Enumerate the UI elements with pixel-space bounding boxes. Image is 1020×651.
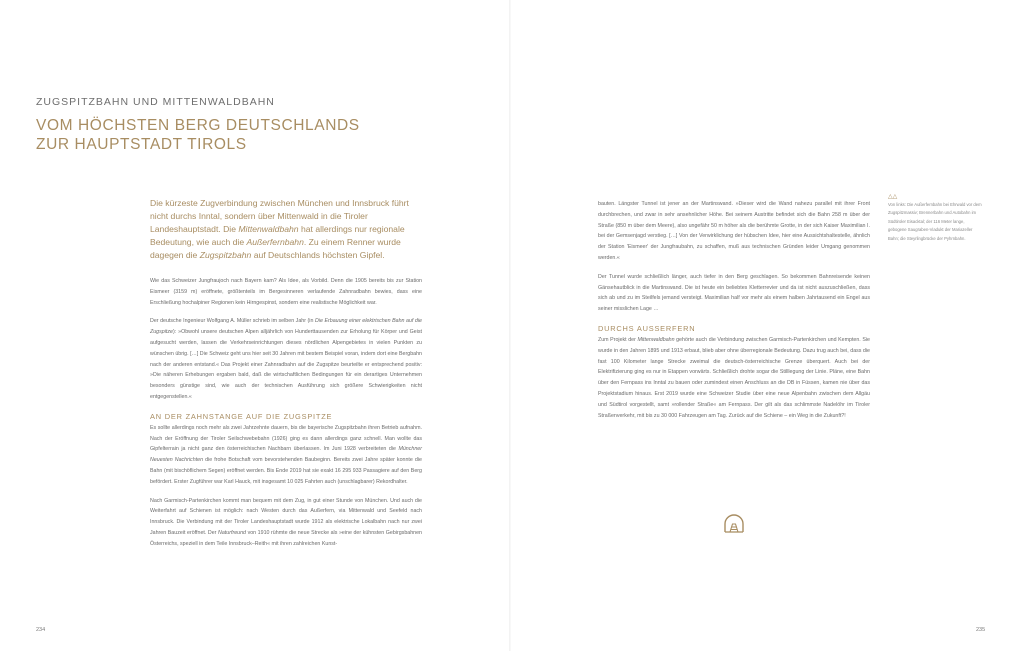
right-text-column bbox=[598, 199, 870, 429]
left-text-column bbox=[150, 276, 422, 558]
section-kicker: ZUGSPITZBAHN UND MITTENWALDBAHN bbox=[36, 96, 275, 108]
subheading: AN DER ZAHNSTANGE AUF DIE ZUGSPITZE bbox=[150, 411, 333, 421]
tunnel-railway-icon bbox=[722, 512, 746, 536]
caption-arrows-icon: △△ bbox=[888, 194, 898, 200]
paragraph: Der deutsche Ingenieur Wolfgang A. Müller schrieb im selben Jahr (in Die Erbauung einer elektrischen Bahn auf die Zugspitze): »Obwohl unsere deutschen Alpen alljährlich von Hunderttausenden zur Erholung für Körper und Geist aufgesucht werden, lassen die Verkehrseinrichtungen dieses nördlichen Alpengebietes in vielen Punkten zu wünschen übrig. […] Die Schweiz geht uns hier seit 30 Jahren mit bestem Beispiel voran, indem dort eine Bergbahn nach der anderen entstand.« Das Projekt einer Zahnradbahn auf die Zugspitze beurteilte er entsprechend positiv: »Die näheren Erhebungen ergaben bald, daß die wirtschaftlichen Bedingungen für ein derartiges Unternehmen besonders günstige sind, wie auch der technischen Ausführung sich größere Schwierigkeiten nicht entgegenstellen.« bbox=[150, 318, 422, 400]
page-title bbox=[36, 117, 360, 154]
subheading: DURCHS AUSSERFERN bbox=[598, 323, 696, 333]
paragraph: Der Tunnel wurde schließlich länger, auch tiefer in den Berg geschlagen. So bekommen Bahnreisende keinen Gänsehautblick in die Martinswand. Die ist heute ein beliebtes Kletterrevier und da ist nicht auszuschließen, dass sich ab und zu im Steilfels jemand versteigt. Maximilian half vor mehr als einem halben Jahrtausend ein Engel aus seiner misslichen Lage … bbox=[598, 273, 870, 313]
paragraph: Wie das Schweizer Jungfraujoch nach Bayern kam? Als Idee, als Vorbild. Denn die 1905 bereits bis zur Station Eismeer (3159 m) eröffnete, größtenteils im Bergesinneren verlaufende Zahnradbahn bewies, dass eine Erschließung hochalpiner Regionen kein Hirngespinst, sondern eine realistische Möglichkeit war. bbox=[150, 278, 422, 306]
photo-caption bbox=[888, 193, 984, 243]
page-number-right: 235 bbox=[976, 627, 986, 633]
title-line-2: ZUR HAUPTSTADT TIROLS bbox=[36, 135, 247, 153]
page-number-left: 234 bbox=[36, 627, 46, 633]
lead-paragraph: Die kürzeste Zugverbindung zwischen München und Innsbruck führt nicht durchs Inntal, sondern über Mittenwald in die Tiroler Landeshauptstadt. Die Mittenwaldbahn hat allerdings nur regionale Bedeutung, wie auch die Außerfernbahn. Zu einem Renner wurde dagegen die Zugspitzbahn auf Deutschlands höchsten Gipfel. bbox=[150, 198, 409, 261]
paragraph: bauten. Längster Tunnel ist jener an der Martinswand. »Dieser wird die Wand nahezu parallel mit ihrer Front durchbrechen, und zwar in sehr ansehnlicher Höhe. Bei seinem Austritte befindet sich die Bahn 258 m über der Straße (850 m über dem Meere), also ungefähr 50 m höher als die berühmte Grotte, in der sich Kaiser Maximilian I. bei der Gemsenjagd verstieg. […] Von der Verwirklichung der hübschen Idee, hier eine Aussichtshaltestelle, ähnlich der Station 'Eismeer' der Jungfraubahn, zu schaffen, muß aus technischen Gründen leider Umgang genommen werden.« bbox=[598, 201, 870, 261]
paragraph: Es sollte allerdings noch mehr als zwei Jahrzehnte dauern, bis die bayerische Zugspitzbahn ihren Betrieb aufnahm. Nach der Eröffnung der Tiroler Seilschwebebahn (1926) ging es dann allerdings ganz schnell. Man wollte das Gipfelterrain ja nicht ganz den österreichischen Nachbarn überlassen. Im Juni 1928 verbreiteten die Münchner Neuesten Nachrichten die frohe Botschaft vom bevorstehenden Baubeginn. Bereits zwei Jahre später konnte die Bahn (mit bischöflichem Segen) eröffnet werden. Bis Ende 2019 hat sie exakt 16 295 933 Passagiere auf den Berg befördert. Erster Zugführer war Karl Hauck, mit insgesamt 10 025 Fahrten auch (unschlagbarer) Rekordhalter. bbox=[150, 424, 422, 485]
title-line-1: VOM HÖCHSTEN BERG DEUTSCHLANDS bbox=[36, 117, 360, 134]
paragraph: Nach Garmisch-Partenkirchen kommt man bequem mit dem Zug, in gut einer Stunde von München. Und auch die Weiterfahrt auf Schienen ist möglich: nach Westen durch das Außerfern, via Mittenwald und Seefeld nach Innsbruck. Die Verbindung mit der Tiroler Landeshauptstadt wurde 1912 als elektrische Lokalbahn nach nur zwei Jahren Bauzeit eröffnet. Der Naturfreund von 1910 rühmte die neue Strecke als »eine der kühnsten Gebirgsbahnen Österreichs, speziell in dem Teile Innsbruck–Reith« mit ihren zahlreichen Kunst- bbox=[150, 497, 422, 547]
caption-text: Von links: Die Außerfernbahn bei Ehrwald vor dem Zugspitzmassiv; Brennerbahn und Autobahn im Südtiroler Eisacktal; der 116 Meter lange, gebogene Saugraben-Viadukt der Mariazeller Bahn; die Steyrlingbrücke der Pyhrnbahn. bbox=[888, 202, 982, 241]
paragraph: Zum Projekt der Mittenwaldbahn gehörte auch die Verbindung zwischen Garmisch-Partenkirchen und Kempten. Sie wurde in den Jahren 1895 und 1913 erbaut, blieb aber ohne überregionale Bedeutung. Dazu trug auch bei, dass die fast 100 Kilometer lange Strecke zweimal die deutsch-österreichische Grenze überquert. Auch bei der Elektrifizierung ging es nur in Etappen vorwärts. Schließlich drohte sogar die Stilllegung der Linie. Pläne, eine Bahn über den Fernpass ins Inntal zu bauen oder zumindest einen Anschluss an die DB in Füssen, kamen nie über das Projektstadium hinaus. Erst 2019 wurde eine Schweizer Studie über eine neue Alpenbahn zwischen dem Allgäu und Südtirol vorgestellt, samt »rollender Straße« am Fernpass. Der gilt als das schlimmste Nadelöhr im Tiroler Straßenverkehr, mit bis zu 30 000 Fahrzeugen am Tag. Zurück auf die Schiene – ein Weg in die Zukunft?! bbox=[598, 336, 871, 419]
page-gutter bbox=[509, 0, 511, 651]
